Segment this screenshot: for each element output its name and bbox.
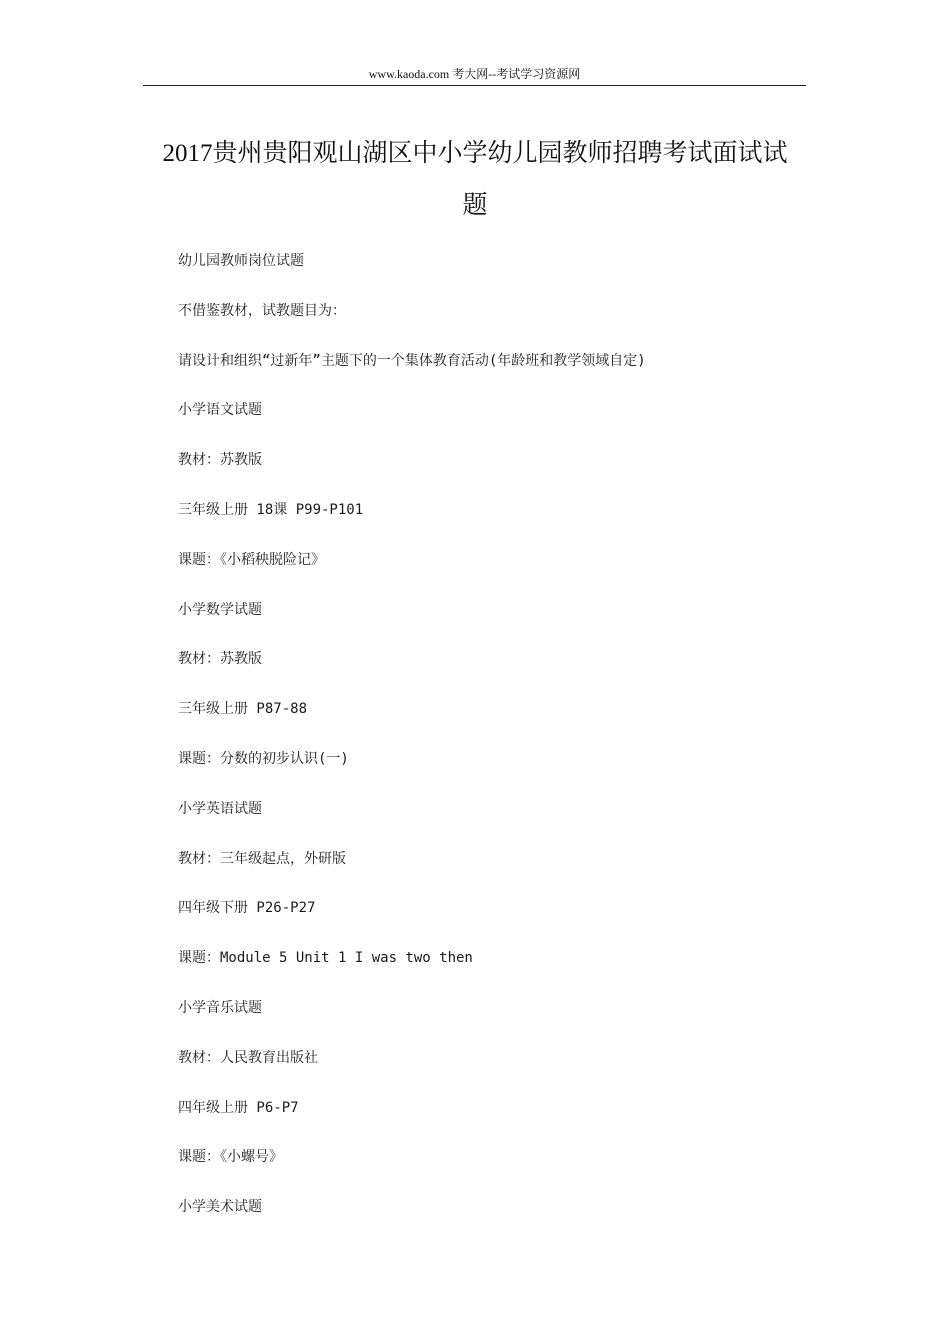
document-body bbox=[178, 250, 818, 1246]
paragraph-math-topic: 课题：分数的初步认识(一) bbox=[178, 750, 349, 767]
paragraph-music-topic: 课题：《小螺号》 bbox=[178, 1149, 283, 1166]
paragraph-chinese-pages: 三年级上册 18课 P99-P101 bbox=[178, 501, 364, 518]
paragraph-music-pages: 四年级上册 P6-P7 bbox=[178, 1099, 299, 1116]
paragraph-kindergarten-heading: 幼儿园教师岗位试题 bbox=[178, 253, 304, 269]
paragraph-english-pages: 四年级下册 P26-P27 bbox=[178, 900, 316, 917]
document-title bbox=[130, 128, 820, 232]
paragraph-chinese-topic: 课题：《小稻秧脱险记》 bbox=[178, 551, 325, 568]
paragraph-chinese-heading: 小学语文试题 bbox=[178, 402, 262, 419]
paragraph-math-heading: 小学数学试题 bbox=[178, 601, 262, 618]
paragraph-music-textbook: 教材：人民教育出版社 bbox=[178, 1049, 318, 1066]
header-divider bbox=[143, 85, 806, 86]
paragraph-math-pages: 三年级上册 P87-88 bbox=[178, 701, 308, 718]
paragraph-math-textbook: 教材：苏教版 bbox=[178, 651, 262, 668]
header-site-text: www.kaoda.com 考大网--考试学习资源网 bbox=[368, 67, 581, 81]
page-header bbox=[143, 64, 806, 84]
paragraph-english-textbook: 教材：三年级起点，外研版 bbox=[178, 850, 346, 867]
paragraph-english-heading: 小学英语试题 bbox=[178, 800, 262, 817]
paragraph-music-heading: 小学音乐试题 bbox=[178, 999, 262, 1016]
paragraph-chinese-textbook: 教材：苏教版 bbox=[178, 452, 262, 469]
paragraph-kindergarten-note: 不借鉴教材，试教题目为： bbox=[178, 302, 346, 319]
title-line-1: 2017贵州贵阳观山湖区中小学幼儿园教师招聘考试面试试 bbox=[162, 140, 788, 167]
paragraph-english-topic: 课题：Module 5 Unit 1 I was two then bbox=[178, 950, 473, 967]
paragraph-art-heading: 小学美术试题 bbox=[178, 1199, 262, 1216]
title-line-2: 题 bbox=[462, 192, 488, 219]
paragraph-kindergarten-task: 请设计和组织“过新年”主题下的一个集体教育活动(年龄班和教学领域自定) bbox=[178, 352, 646, 369]
